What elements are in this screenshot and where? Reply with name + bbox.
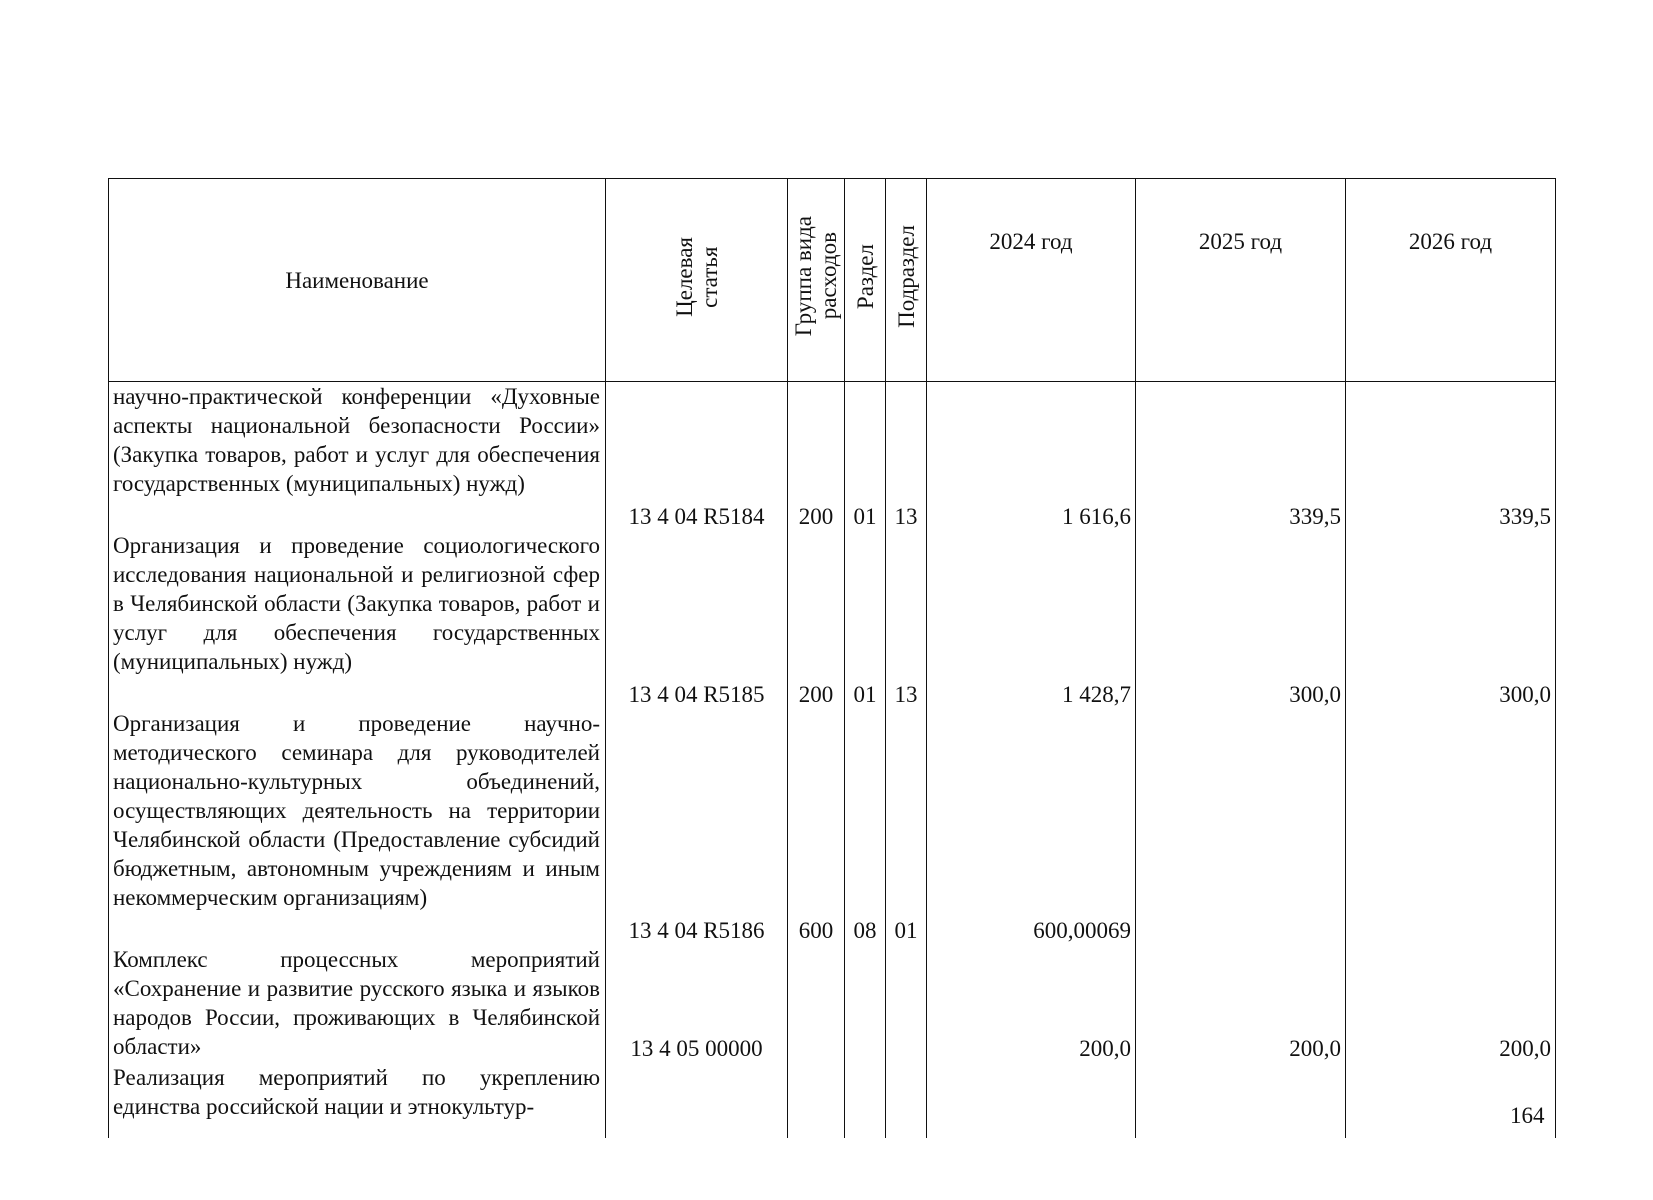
row-section: 01 [845,531,886,709]
row-value-2026: 200,0 [1346,945,1556,1063]
header-subsection: Подраздел [886,179,927,382]
row-value-2024 [927,1063,1136,1138]
row-subsection [886,945,927,1063]
row-value-2025 [1136,709,1346,945]
row-value-2025: 339,5 [1136,382,1346,531]
row-value-2025: 200,0 [1136,945,1346,1063]
row-target-article: 13 4 04 R5186 [606,709,788,945]
row-section [845,1063,886,1138]
row-value-2026: 339,5 [1346,382,1556,531]
row-target-article: 13 4 04 R5185 [606,531,788,709]
table-header-row [109,179,1556,382]
header-name: Наименование [109,179,606,382]
row-name: Организация и проведение социологического исследования национальной и религиозной сфер в Челябинской области (Закупка товаров, работ и услуг для обеспечения государственных (муниципальных) нужд) [109,531,606,709]
row-expense-group [788,945,845,1063]
row-subsection [886,1063,927,1138]
header-target-article: Целевая статья [606,179,788,382]
row-section [845,945,886,1063]
row-expense-group: 200 [788,531,845,709]
header-year-2024: 2024 год [927,179,1136,382]
row-value-2026 [1346,709,1556,945]
header-section: Раздел [845,179,886,382]
row-value-2025 [1136,1063,1346,1138]
page-number: 164 [1510,1103,1545,1128]
row-name: научно-практической конференции «Духовные аспекты национальной безопасности России» (Закупка товаров, работ и услуг для обеспечения государственных (муниципальных) нужд) [109,382,606,531]
budget-table [108,178,1556,1138]
row-name: Комплекс процессных мероприятий «Сохранение и развитие русского языка и языков народов России, проживающих в Челябинской области» [109,945,606,1063]
row-expense-group: 200 [788,382,845,531]
row-section: 01 [845,382,886,531]
row-target-article: 13 4 05 00000 [606,945,788,1063]
row-target-article [606,1063,788,1138]
row-value-2026: 300,0 [1346,531,1556,709]
row-expense-group: 600 [788,709,845,945]
row-value-2024: 200,0 [927,945,1136,1063]
table-row [109,382,1556,531]
header-expense-group: Группа вида расходов [788,179,845,382]
header-year-2025: 2025 год [1136,179,1346,382]
row-subsection: 01 [886,709,927,945]
row-expense-group [788,1063,845,1138]
row-value-2025: 300,0 [1136,531,1346,709]
table-row [109,709,1556,945]
row-name: Реализация мероприятий по укреплению единства российской нации и этнокультур- [109,1063,606,1138]
table-row [109,531,1556,709]
row-target-article: 13 4 04 R5184 [606,382,788,531]
row-subsection: 13 [886,531,927,709]
header-year-2026: 2026 год [1346,179,1556,382]
row-subsection: 13 [886,382,927,531]
table-row [109,945,1556,1063]
row-value-2024: 1 616,6 [927,382,1136,531]
row-value-2024: 1 428,7 [927,531,1136,709]
row-value-2024: 600,00069 [927,709,1136,945]
table-row [109,1063,1556,1138]
row-name: Организация и проведение научно-методического семинара для руководителей национально-культурных объединений, осуществляющих деятельность на территории Челябинской области (Предоставление субсидий бюджетным, автономным учреждениям и иным некоммерческим организациям) [109,709,606,945]
row-section: 08 [845,709,886,945]
